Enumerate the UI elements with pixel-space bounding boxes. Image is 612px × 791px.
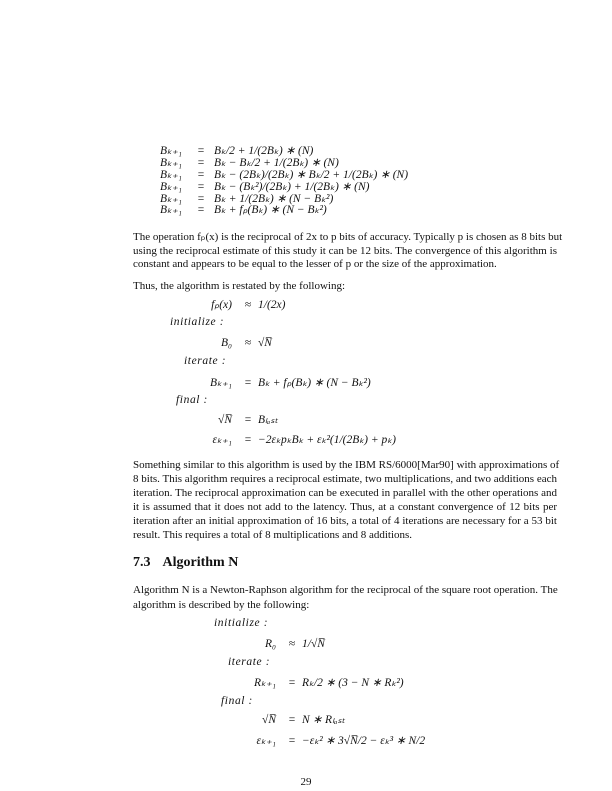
equation-lhs: √N̅ [262,714,276,726]
keyword-label: iterate : [184,355,227,367]
paragraph-operation: The operation fₚ(x) is the reciprocal of 2x to p bits of accuracy. Typically p is chosen as 8 bits but using the reciprocal estimate of this study it can be 12 bits. The convergence of this algorithm is constant and appears to be equal to the lesser of p or the size of the approximation. [133,231,563,271]
equation-line [0,336,272,350]
equation-line [0,203,327,217]
equation-lhs: Bₖ₊₁ [160,181,182,193]
equation-operator: = [197,193,205,205]
equation-operator: = [288,714,296,726]
equation-line [0,637,325,651]
equation-operator: = [197,145,205,157]
equation-line [0,676,404,690]
equation-lhs: Bₖ₊₁ [160,145,182,157]
equation-line [0,713,346,727]
equation-rhs: Bₖ − (Bₖ²)/(2Bₖ) + 1/(2Bₖ) ∗ (N) [214,181,370,193]
keyword-label: final : [221,695,253,707]
equation-rhs: Bₖ + fₚ(Bₖ) ∗ (N − Bₖ²) [258,377,371,389]
equation-operator: = [244,377,252,389]
equation-lhs: Bₖ₊₁ [210,377,232,389]
equation-operator: = [244,434,252,446]
keyword-label: iterate : [228,656,271,668]
equation-rhs: Bₖ − (2Bₖ)/(2Bₖ) ∗ Bₖ/2 + 1/(2Bₖ) ∗ (N) [214,169,409,181]
equation-lhs: εₖ₊₁ [256,735,276,747]
equation-rhs: Bₖ + 1/(2Bₖ) ∗ (N − Bₖ²) [214,193,334,205]
equation-rhs: Rₖ/2 ∗ (3 − N ∗ Rₖ²) [302,677,404,689]
equation-operator: = [197,181,205,193]
paragraph-ibm: Something similar to this algorithm is used by the IBM RS/6000[Mar90] with approximations of 8 bits. This algorithm requires a reciprocal estimate, two multiplications, and two additions each iteration. The reciprocal approximation can be executed in parallel with the other operations and it is assumed that it does not add to the latency. Thus, at a constant convergence of 12 bits per iteration after an initial approximation of 16 bits, a total of 4 iterations are necessary for a 53 bit result. This requires a total of 8 multiplications and 8 additions. [133,459,560,541]
equation-operator: = [288,677,296,689]
equation-operator: ≈ [244,337,252,349]
keyword-label: initialize : [170,316,225,328]
equation-lhs: R₀ [264,638,276,650]
equation-operator: = [197,157,205,169]
equation-line [0,734,426,748]
equation-rhs: −2εₖpₖBₖ + εₖ²(1/(2Bₖ) + pₖ) [258,434,396,446]
equation-rhs: Bₖ + fₚ(Bₖ) ∗ (N − Bₖ²) [214,204,327,216]
equation-operator: ≈ [244,299,252,311]
equation-rhs: Bₗₐₛₜ [258,414,278,426]
equation-rhs: −εₖ² ∗ 3√N̅/2 − εₖ³ ∗ N/2 [302,735,426,747]
page-number: 29 [300,776,312,788]
equation-lhs: B₀ [220,337,232,349]
equation-lhs: Bₖ₊₁ [160,169,182,181]
equation-rhs: N ∗ Rₗₐₛₜ [302,714,346,726]
equation-rhs: √N̅ [258,337,272,349]
equation-operator: = [197,204,205,216]
equation-operator: = [288,735,296,747]
equation-lhs: Bₖ₊₁ [160,193,182,205]
equation-rhs: Bₖ − Bₖ/2 + 1/(2Bₖ) ∗ (N) [214,157,339,169]
equation-operator: ≈ [288,638,296,650]
equation-line [0,413,278,427]
paragraph-algorithm-n: Algorithm N is a Newton-Raphson algorithm for the reciprocal of the square root operation. The algorithm is described by the following: [133,584,558,611]
equation-rhs: Bₖ/2 + 1/(2Bₖ) ∗ (N) [214,145,314,157]
equation-line [0,376,371,390]
keyword-label: initialize : [214,617,269,629]
equation-line [0,433,396,447]
equation-rhs: 1/√N̅ [302,638,325,650]
equation-rhs: 1/(2x) [258,299,286,311]
section-heading: 7.3 Algorithm N [133,555,239,570]
equation-lhs: Bₖ₊₁ [160,157,182,169]
equation-lhs: εₖ₊₁ [212,434,232,446]
equation-line [0,298,286,312]
equation-lhs: √N̅ [218,414,232,426]
equation-lhs: Bₖ₊₁ [160,204,182,216]
equation-lhs: Rₖ₊₁ [254,677,276,689]
paragraph-thus: Thus, the algorithm is restated by the following: [133,280,346,292]
equation-operator: = [244,414,252,426]
equation-lhs: fₚ(x) [211,299,232,311]
keyword-label: final : [176,394,208,406]
equation-operator: = [197,169,205,181]
